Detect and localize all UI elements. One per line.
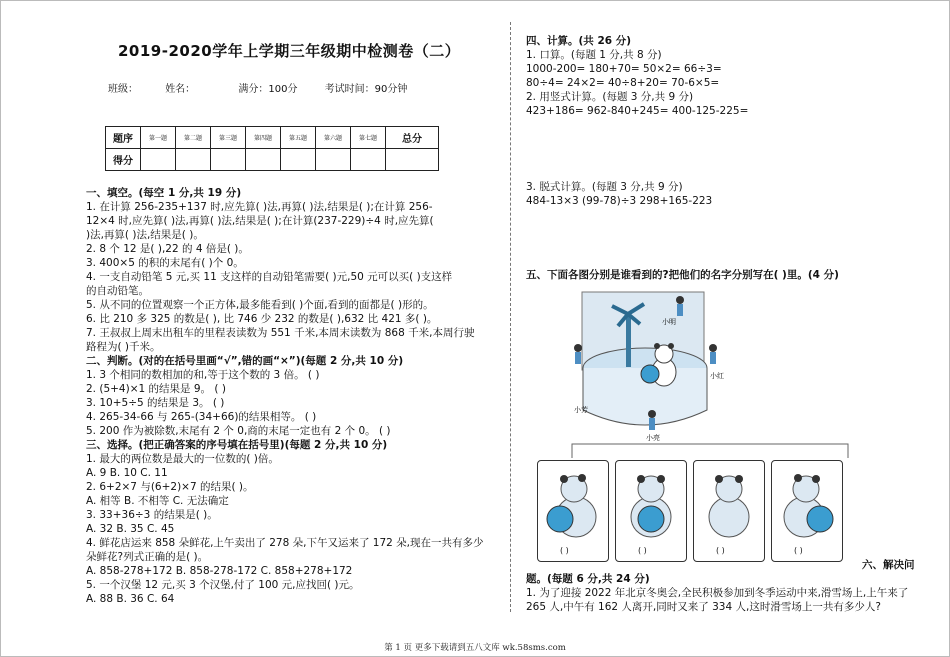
question-line: 朵鲜花?列式正确的是( )。 — [86, 551, 209, 563]
score-cell — [316, 149, 351, 171]
view-answer-2[interactable]: ( ) — [638, 546, 647, 555]
question-line: 的自动铅笔。 — [86, 285, 149, 297]
score-cell — [281, 149, 316, 171]
score-cell — [246, 149, 281, 171]
view-answer-3[interactable]: ( ) — [716, 546, 725, 555]
question-line: A. 9 B. 10 C. 11 — [86, 467, 168, 479]
panda-front-icon — [616, 461, 686, 545]
question-line: 1. 最大的两位数是最大的一位数的( )倍。 — [86, 453, 279, 465]
score-col: 第一题 — [141, 127, 176, 149]
question-line: 80÷4= 24×2= 40÷8+20= 70-6×5= — [526, 77, 720, 89]
section-heading: 一、填空。(每空 1 分,共 19 分) — [86, 187, 242, 199]
child-xiaohong — [709, 344, 717, 364]
section-heading: 三、选择。(把正确答案的序号填在括号里)(每题 2 分,共 10 分) — [86, 439, 388, 451]
question-line: A. 88 B. 36 C. 64 — [86, 593, 175, 605]
full-score: 满分：100分 — [238, 84, 298, 95]
scene-illustration — [560, 290, 730, 462]
question-line: 4. 鲜花店运来 858 朵鲜花,上午卖出了 278 朵,下午又运来了 172 朵,现在一共有多少 — [86, 537, 484, 549]
score-col: 第七题 — [351, 127, 386, 149]
section-heading: 五、下面各图分别是谁看到的?把他们的名字分别写在( )里。(4 分) — [526, 269, 839, 281]
panda-side-right-icon — [772, 461, 842, 545]
question-line: 5. 从不同的位置观察一个正方体,最多能看到( )个面,看到的面都是( )形的。 — [86, 299, 434, 311]
question-line: A. 858-278+172 B. 858-278-172 C. 858+278+172 — [86, 565, 353, 577]
score-col: 第三题 — [211, 127, 246, 149]
question-line: 5. 一个汉堡 12 元,买 3 个汉堡,付了 100 元,应找回( )元。 — [86, 579, 360, 591]
question-line: 1. 在计算 256-235+137 时,应先算( )法,再算( )法,结果是( );在计算 256- — [86, 201, 433, 213]
view-box-1 — [537, 460, 609, 562]
question-line: 3. 400×5 的积的末尾有( )个 0。 — [86, 257, 244, 269]
question-line: A. 相等 B. 不相等 C. 无法确定 — [86, 495, 229, 507]
question-line: 423+186= 962-840+245= 400-125-225= — [526, 105, 749, 117]
label-xiaofang: 小芳 — [574, 406, 588, 414]
score-col: 第四题 — [246, 127, 281, 149]
column-divider — [510, 22, 511, 612]
class-label: 班级： — [108, 84, 138, 95]
view-box-2 — [615, 460, 687, 562]
question-line: 3. 10+5÷5 的结果是 3。 ( ) — [86, 397, 225, 409]
section-heading: 四、计算。(共 26 分) — [526, 35, 632, 47]
question-line: 1. 为了迎接 2022 年北京冬奥会,全民积极参加到冬季运动中来,滑雪场上,上午来了 — [526, 587, 909, 599]
view-answer-4[interactable]: ( ) — [794, 546, 803, 555]
panda-side-left-icon — [538, 461, 608, 545]
question-line: 3. 33+36÷3 的结果是( )。 — [86, 509, 218, 521]
question-line: 12×4 时,应先算( )法,再算( )法,结果是( );在计算(237-229)÷4 时,应先算( — [86, 215, 434, 227]
score-cell — [211, 149, 246, 171]
score-table — [105, 126, 439, 171]
panda-back-icon — [694, 461, 764, 545]
question-line: 2. 8 个 12 是( ),22 的 4 倍是( )。 — [86, 243, 249, 255]
score-cell — [176, 149, 211, 171]
question-line: 1000-200= 180+70= 50×2= 66÷3= — [526, 63, 722, 75]
question-line: 3. 脱式计算。(每题 3 分,共 9 分) — [526, 181, 683, 193]
score-col: 第五题 — [281, 127, 316, 149]
score-cell — [141, 149, 176, 171]
section6-label: 六、解决问 — [862, 559, 915, 571]
view-box-4 — [771, 460, 843, 562]
question-line: 5. 200 作为被除数,末尾有 2 个 0,商的末尾一定也有 2 个 0。 ( ) — [86, 425, 391, 437]
label-xiaoming: 小明 — [662, 318, 676, 326]
question-line: )法,再算( )法,结果是( )。 — [86, 229, 204, 241]
score-col: 第六题 — [316, 127, 351, 149]
question-line: 路程为( )千米。 — [86, 341, 161, 353]
score-row-label: 得分 — [106, 149, 141, 171]
page-title: 2019-2020学年上学期三年级期中检测卷（二） — [118, 42, 461, 60]
question-line: 4. 一支自动铅笔 5 元,买 11 支这样的自动铅笔需要( )元,50 元可以买( )支这样 — [86, 271, 453, 283]
question-line: A. 32 B. 35 C. 45 — [86, 523, 175, 535]
question-line: 1. 口算。(每题 1 分,共 8 分) — [526, 49, 662, 61]
section-heading: 二、判断。(对的在括号里画“√”,错的画“×”)(每题 2 分,共 10 分) — [86, 355, 404, 367]
score-total-label: 总分 — [386, 127, 439, 149]
label-xiaohong: 小红 — [710, 372, 724, 380]
score-row-label: 题序 — [106, 127, 141, 149]
name-label: 姓名： — [165, 84, 196, 95]
question-line: 265 人,中午有 162 人离开,同时又来了 334 人,这时滑雪场上一共有多少人? — [526, 601, 881, 613]
question-line: 2. (5+4)×1 的结果是 9。 ( ) — [86, 383, 226, 395]
question-line: 2. 用竖式计算。(每题 3 分,共 9 分) — [526, 91, 694, 103]
exam-info — [108, 80, 431, 95]
child-xiaoliang — [648, 410, 656, 430]
score-cell — [386, 149, 439, 171]
question-line: 6. 比 210 多 325 的数是( ), 比 746 少 232 的数是( ),632 比 421 多( )。 — [86, 313, 438, 325]
score-col: 第二题 — [176, 127, 211, 149]
label-xiaoliang: 小亮 — [646, 434, 660, 442]
child-xiaoming — [676, 296, 684, 316]
exam-time: 考试时间：90分钟 — [324, 84, 408, 95]
score-cell — [351, 149, 386, 171]
view-connectors — [560, 440, 860, 460]
question-line: 2. 6+2×7 与(6+2)×7 的结果( )。 — [86, 481, 254, 493]
question-line: 4. 265-34-66 与 265-(34+66)的结果相等。 ( ) — [86, 411, 317, 423]
page-footer: 第 1 页 更多下载请到五八文库 wk.58sms.com — [384, 643, 566, 653]
child-xiaofang — [574, 344, 582, 364]
view-box-3 — [693, 460, 765, 562]
section-heading: 题。(每题 6 分,共 24 分) — [526, 573, 650, 585]
view-answer-1[interactable]: ( ) — [560, 546, 569, 555]
question-line: 1. 3 个相同的数相加的和,等于这个数的 3 倍。 ( ) — [86, 369, 320, 381]
question-line: 484-13×3 (99-78)÷3 298+165-223 — [526, 195, 713, 207]
question-line: 7. 王叔叔上周末出租车的里程表读数为 551 千米,本周末读数为 868 千米,本周行驶 — [86, 327, 475, 339]
